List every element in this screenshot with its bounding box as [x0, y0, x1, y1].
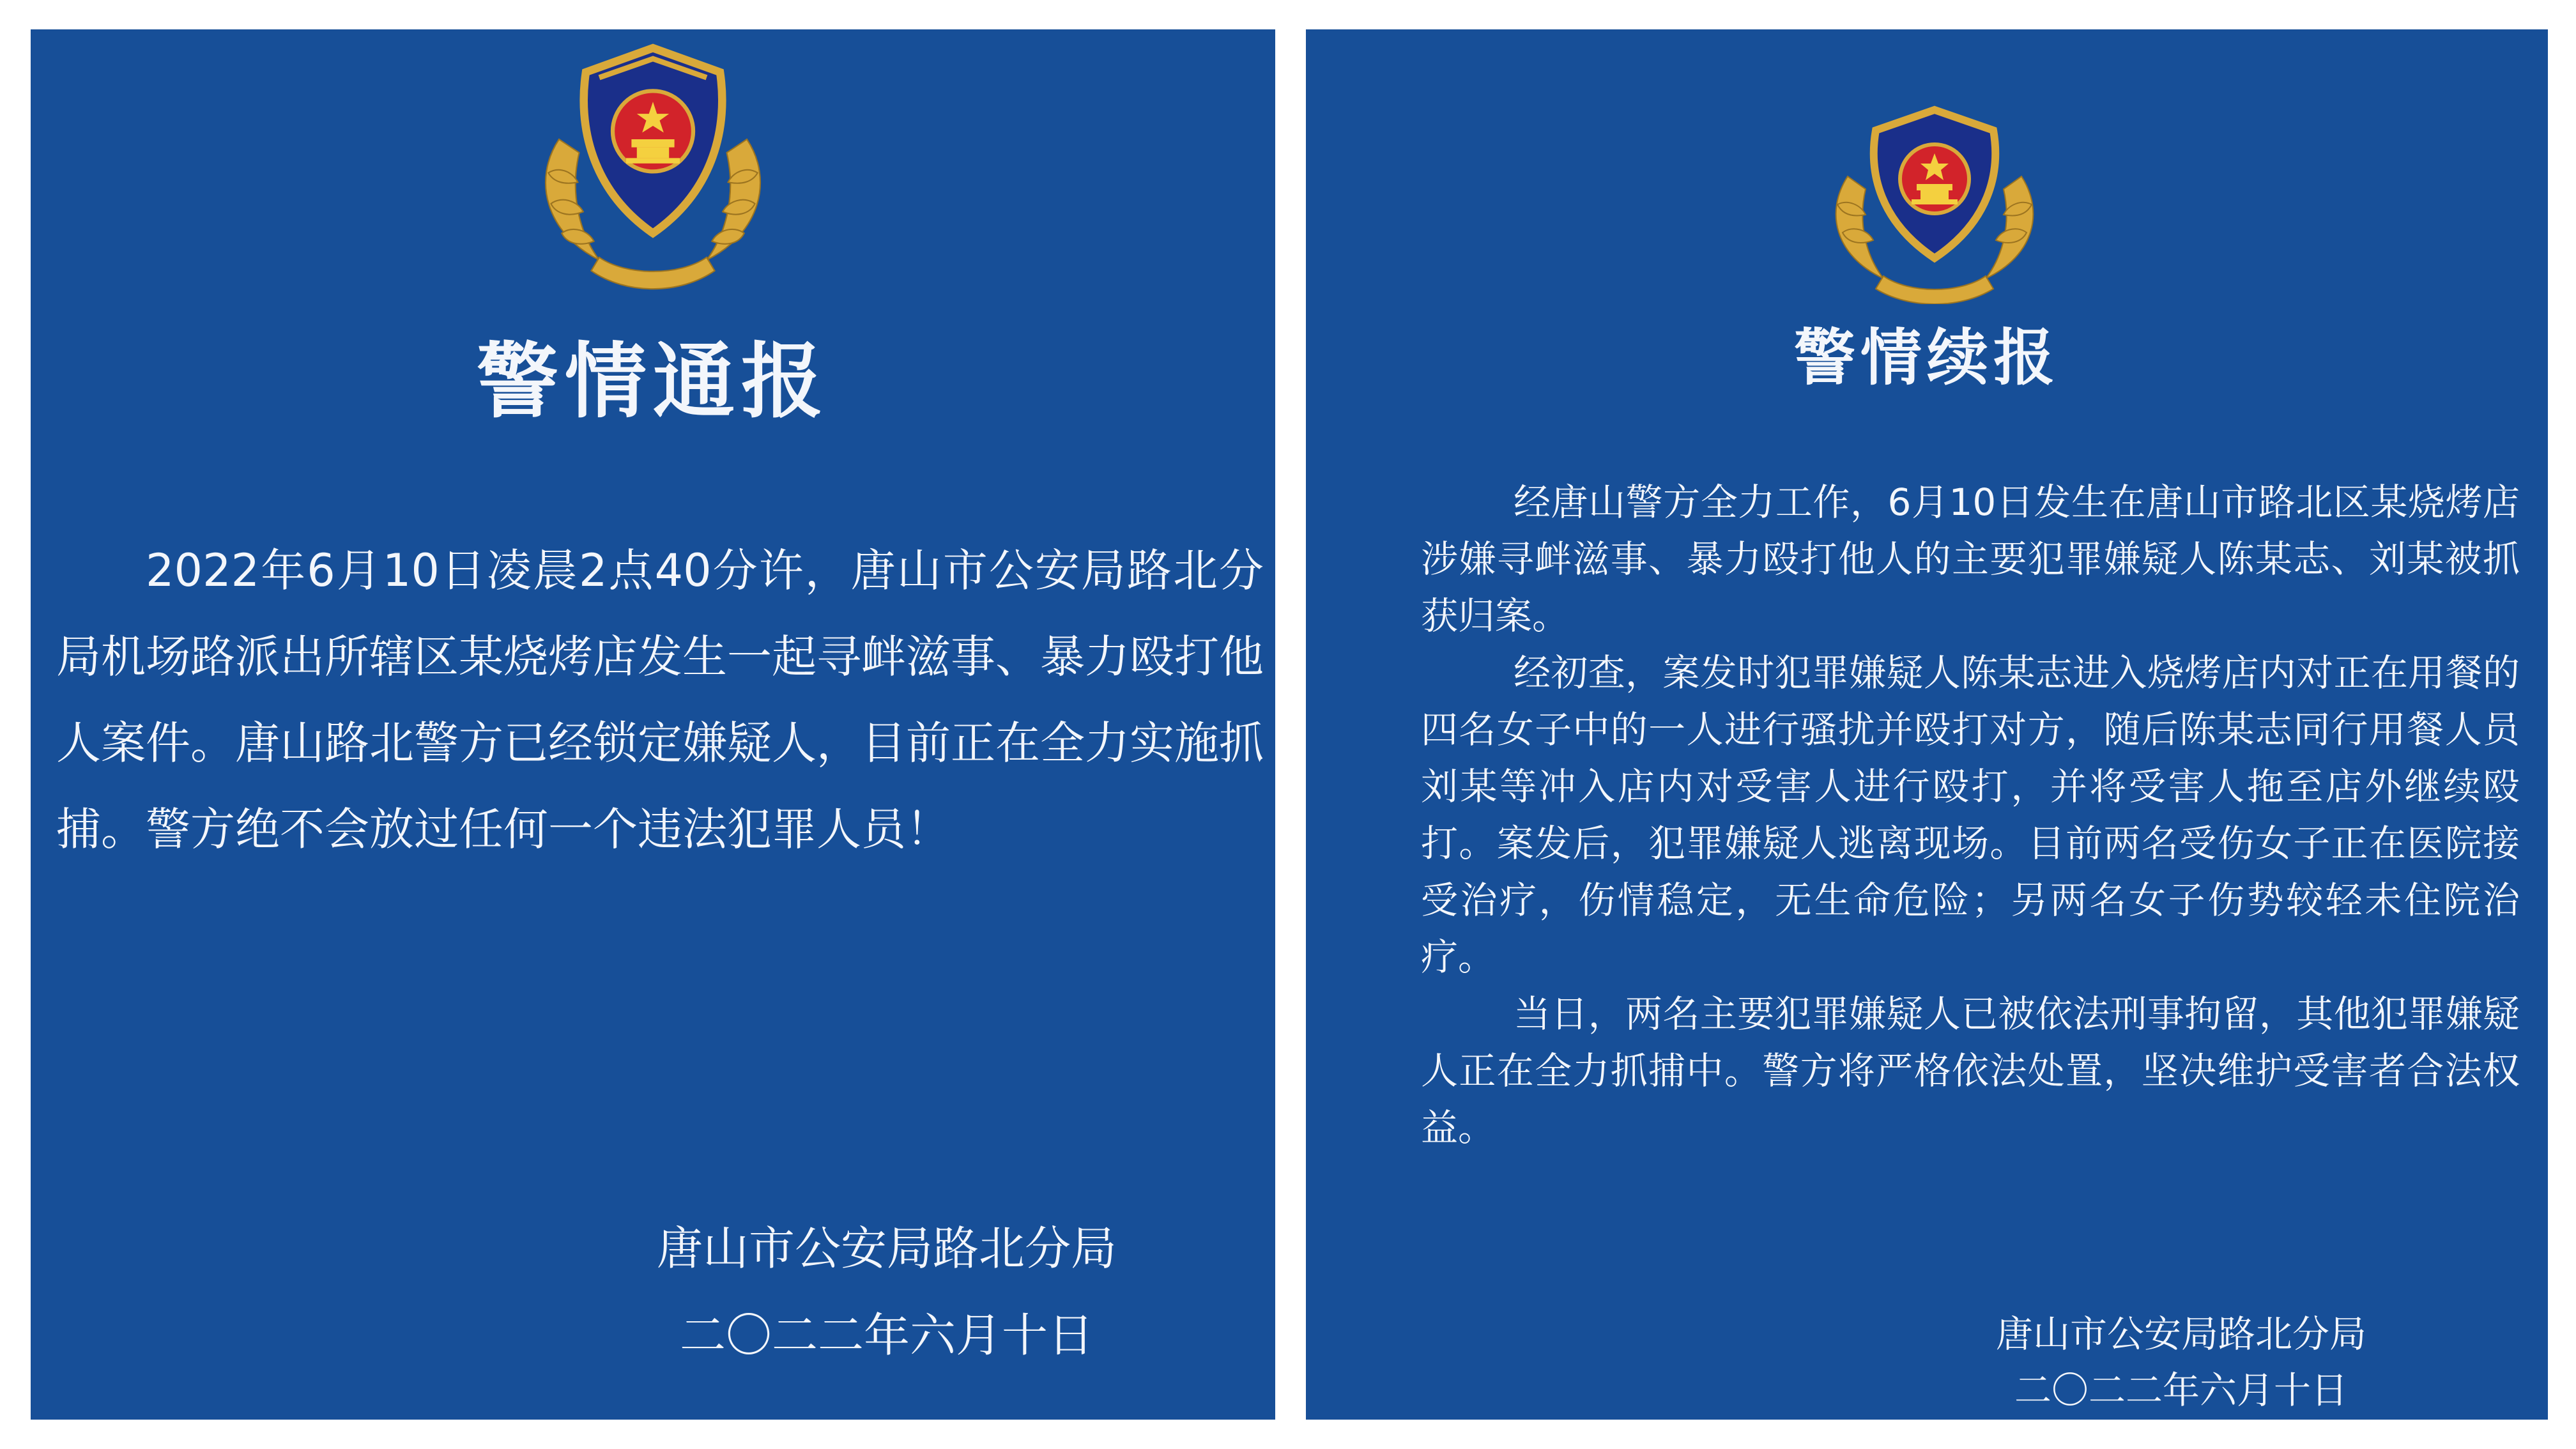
issue-date: 二〇二二年六月十日	[679, 1308, 1094, 1362]
left-notice-panel	[31, 29, 1275, 1420]
issue-date: 二〇二二年六月十日	[2014, 1368, 2348, 1412]
notice-signature	[1945, 1306, 2418, 1418]
right-notice-panel	[1306, 29, 2548, 1420]
issuer-name: 唐山市公安局路北分局	[1995, 1312, 2366, 1356]
notice-paragraph: 经唐山警方全力工作，6月10日发生在唐山市路北区某烧烤店涉嫌寻衅滋事、暴力殴打他人的主要犯罪嫌疑人陈某志、刘某被抓获归案。	[1421, 480, 2520, 638]
issuer-name: 唐山市公安局路北分局	[656, 1222, 1117, 1275]
notice-title: 警情续报	[1794, 322, 2060, 394]
notice-paragraph: 经初查，案发时犯罪嫌疑人陈某志进入烧烤店内对正在用餐的四名女子中的一人进行骚扰并殴打对方，随后陈某志同行用餐人员刘某等冲入店内对受害人进行殴打，并将受害人拖至店外继续殴打。案发后，犯罪嫌疑人逃离现场。目前两名受伤女子正在医院接受治疗，伤情稳定，无生命危险；另两名女子伤势较轻未住院治疗。	[1421, 651, 2520, 979]
notice-body	[56, 528, 1264, 873]
notice-body	[1421, 474, 2520, 1156]
police-emblem-icon	[515, 32, 791, 300]
police-emblem-icon	[1807, 100, 2062, 304]
notice-title: 警情通报	[476, 334, 829, 429]
notice-signature	[593, 1205, 1181, 1379]
notice-paragraph: 当日，两名主要犯罪嫌疑人已被依法刑事拘留，其他犯罪嫌疑人正在全力抓捕中。警方将严格依法处置，坚决维护受害者合法权益。	[1421, 992, 2520, 1149]
notice-paragraph: 2022年6月10日凌晨2点40分许，唐山市公安局路北分局机场路派出所辖区某烧烤店发生一起寻衅滋事、暴力殴打他人案件。唐山路北警方已经锁定嫌疑人，目前正在全力实施抓捕。警方绝不会放过任何一个违法犯罪人员！	[56, 544, 1264, 855]
